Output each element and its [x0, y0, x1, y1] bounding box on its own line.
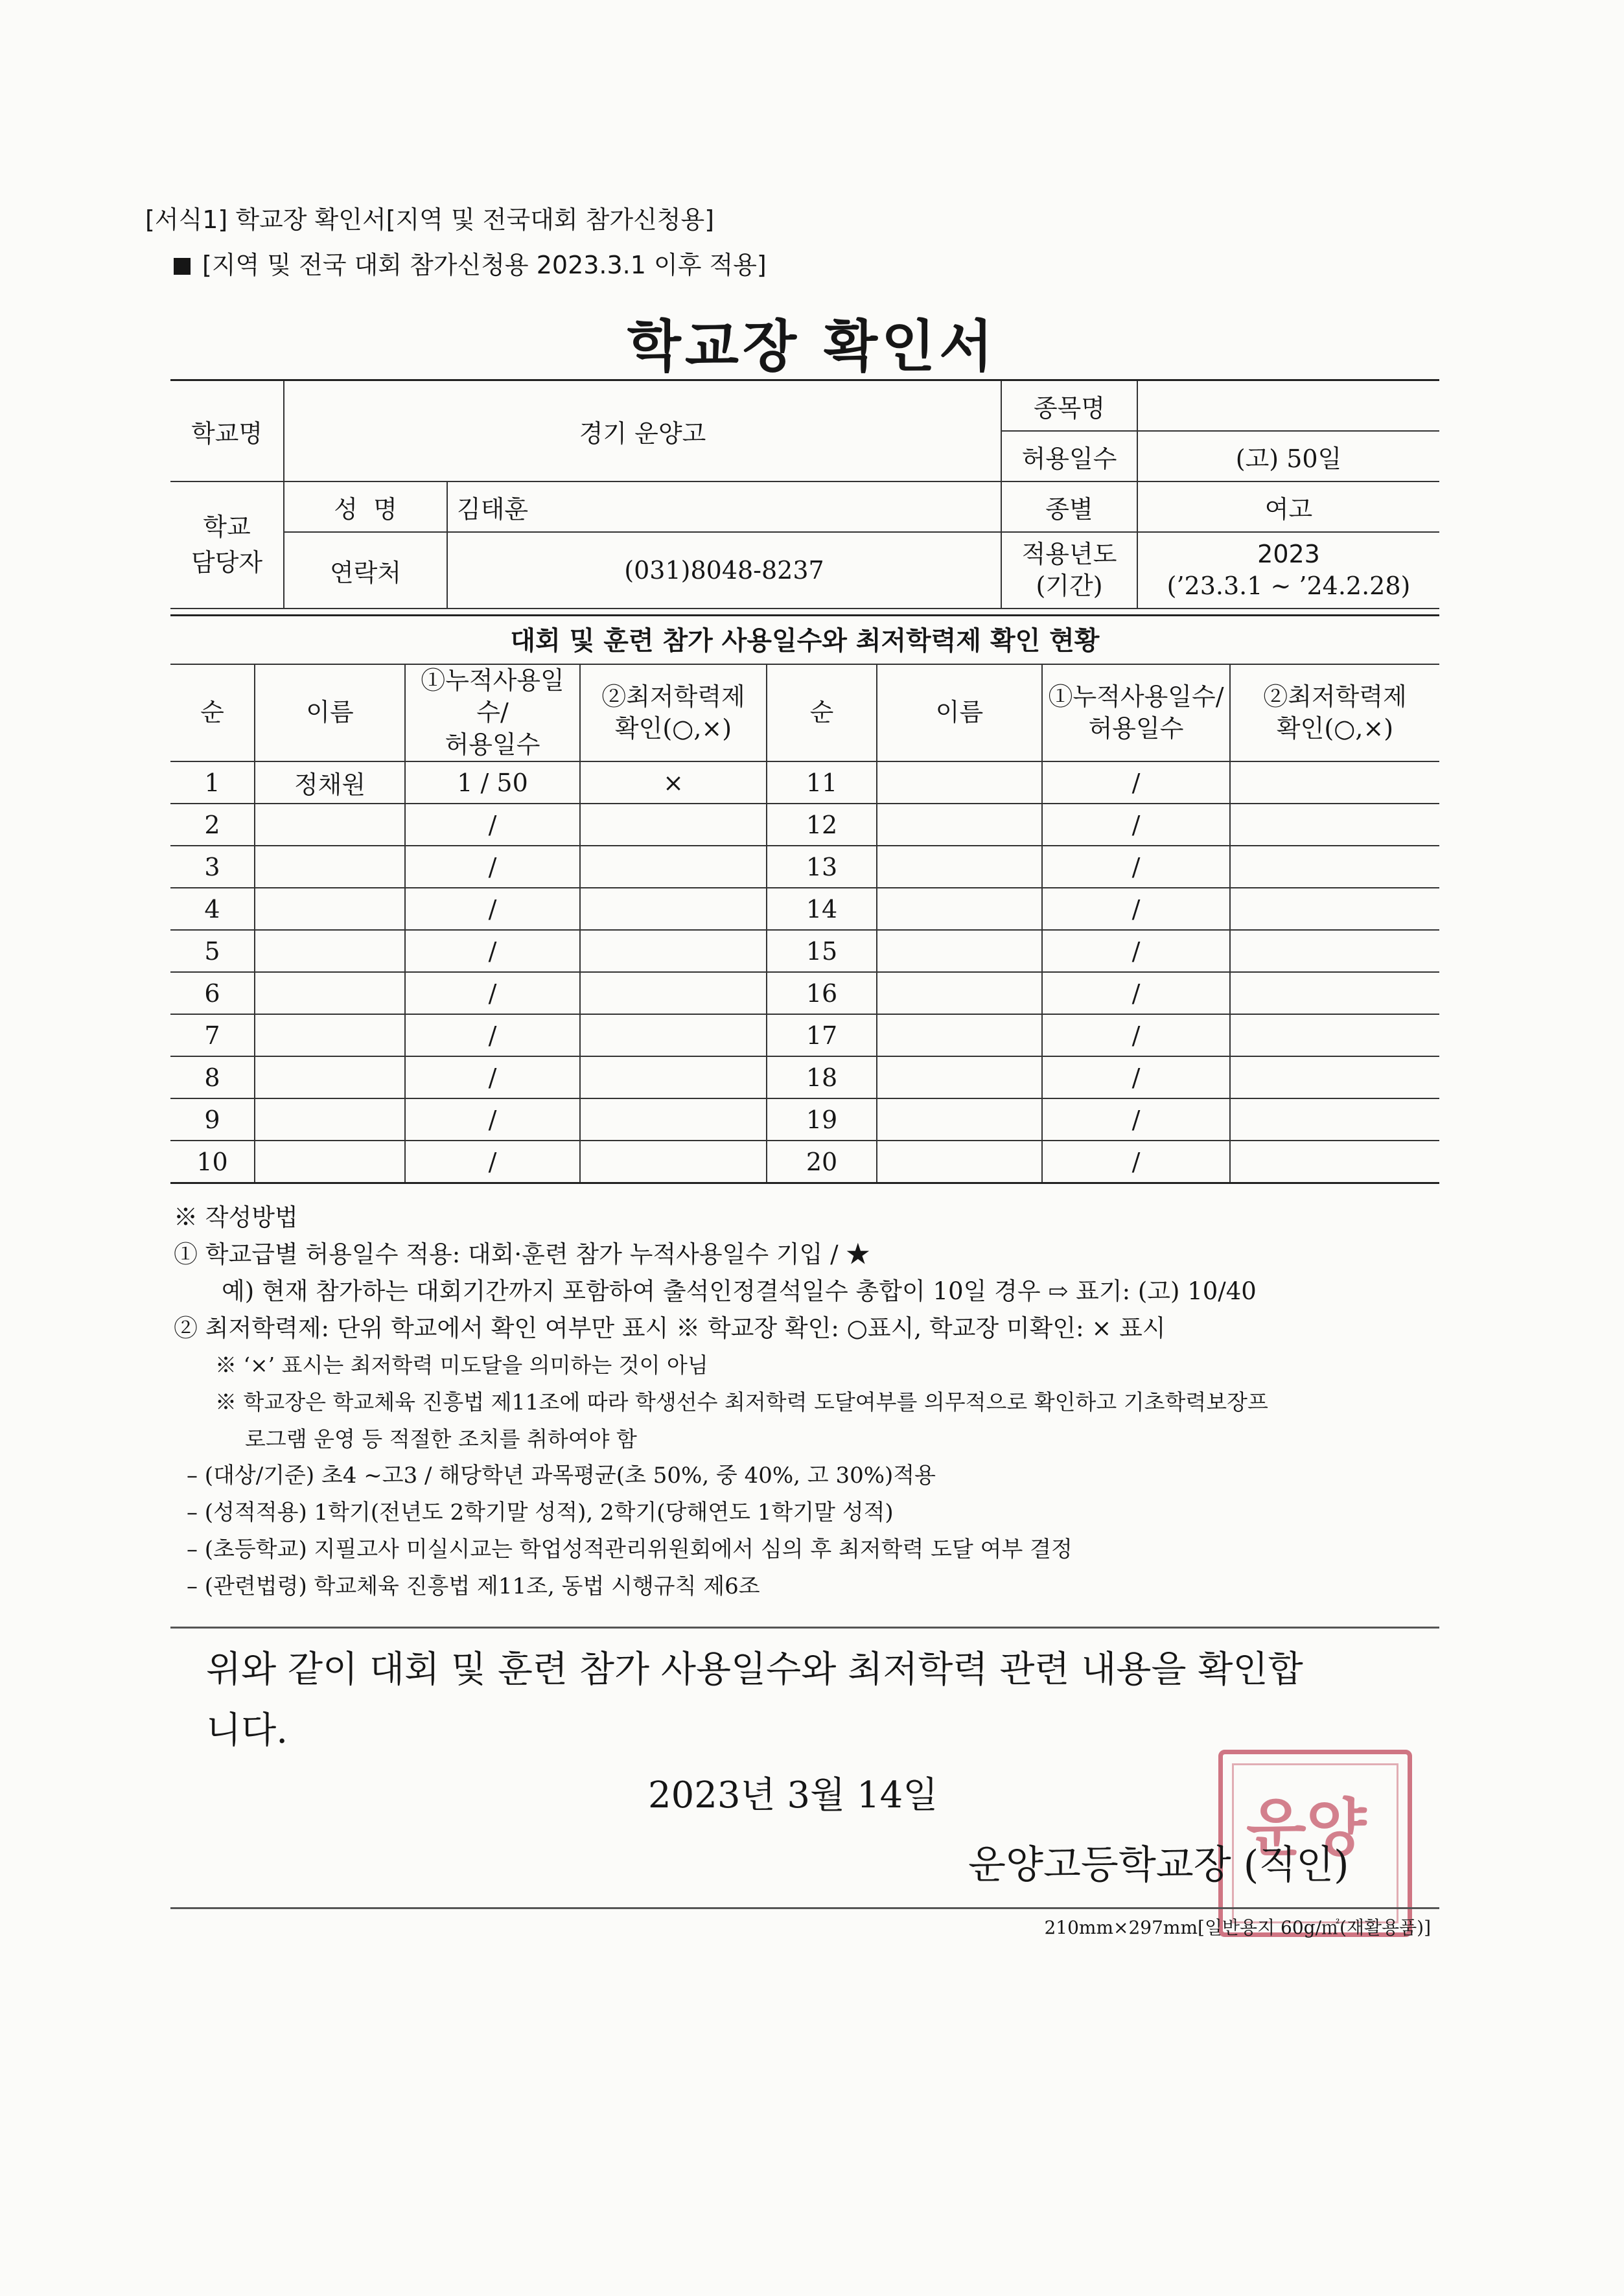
- row-days: /: [405, 1098, 580, 1141]
- row-name: [877, 1014, 1042, 1056]
- note-detail-3: – (초등학교) 지필고사 미실시교는 학업성적관리위원회에서 심의 후 최저학력 도달 여부 결정: [187, 1536, 1073, 1562]
- row-name: [877, 888, 1042, 930]
- row-no: 2: [170, 804, 255, 846]
- school-label: 학교명: [170, 380, 284, 482]
- manager-label: [170, 481, 284, 609]
- table-row: [170, 1056, 1439, 1098]
- col-name-right: 이름: [877, 664, 1042, 761]
- row-min: [580, 1056, 767, 1098]
- note-detail-2: – (성적적용) 1학기(전년도 2학기말 성적), 2학기(당해연도 1학기말 성적): [187, 1500, 894, 1525]
- row-days: /: [405, 1014, 580, 1056]
- row-no: 10: [170, 1141, 255, 1183]
- table-row: [170, 888, 1439, 930]
- table-row: [170, 846, 1439, 888]
- row-no: 3: [170, 846, 255, 888]
- name-label: 성 명: [284, 481, 447, 532]
- allowed-days-label: 허용일수: [1001, 431, 1137, 481]
- row-min: [580, 1098, 767, 1141]
- info-table: [170, 379, 1439, 609]
- row-days: /: [405, 1141, 580, 1183]
- table-row: [170, 1141, 1439, 1183]
- col-days-left: [405, 664, 580, 761]
- row-min: [1230, 930, 1439, 972]
- confirmation-top-rule: [170, 1627, 1439, 1629]
- row-name: [255, 1098, 405, 1141]
- row-name: [877, 1098, 1042, 1141]
- row-name: [255, 1056, 405, 1098]
- row-no: 7: [170, 1014, 255, 1056]
- row-name: [255, 1141, 405, 1183]
- col-days-right-line1: ①누적사용일수/: [1048, 682, 1224, 711]
- row-no: 15: [767, 930, 877, 972]
- row-name: 정채원: [255, 761, 405, 804]
- row-no: 6: [170, 972, 255, 1014]
- year-label-line2: (기간): [1036, 572, 1103, 600]
- row-no: 5: [170, 930, 255, 972]
- row-days: /: [1042, 1098, 1230, 1141]
- row-min: [580, 972, 767, 1014]
- table-row: [170, 930, 1439, 972]
- row-no: 12: [767, 804, 877, 846]
- row-days: /: [1042, 930, 1230, 972]
- note-2-b2: 로그램 운영 등 적절한 조치를 취하여야 함: [245, 1426, 637, 1452]
- form-label: [서식1] 학교장 확인서[지역 및 전국대회 참가신청용]: [145, 205, 715, 234]
- row-no: 13: [767, 846, 877, 888]
- note-1-example: 예) 현재 참가하는 대회기간까지 포함하여 출석인정결석일수 총합이 10일 경우 ⇨ 표기: (고) 10/40: [222, 1277, 1257, 1305]
- paper-spec-footer: 210mm×297mm[일반용지 60g/㎡(재활용품)]: [1044, 1917, 1431, 1938]
- signer-title: 운양고등학교장 (직인): [968, 1842, 1349, 1888]
- row-no: 8: [170, 1056, 255, 1098]
- col-min-left-line2: 확인(○,×): [614, 714, 732, 743]
- row-min: [1230, 1014, 1439, 1056]
- row-min: [580, 1141, 767, 1183]
- row-days: /: [1042, 888, 1230, 930]
- row-name: [877, 846, 1042, 888]
- confirmation-line2: 니다.: [206, 1710, 288, 1752]
- contact-label: 연락처: [284, 532, 447, 609]
- row-days: /: [1042, 846, 1230, 888]
- row-days: /: [1042, 804, 1230, 846]
- event-label: 종목명: [1001, 380, 1137, 432]
- row-name: [255, 972, 405, 1014]
- col-days-right: [1042, 664, 1230, 761]
- manager-label-line2: 담당자: [191, 548, 263, 577]
- row-name: [255, 1014, 405, 1056]
- note-2-b: ※ 학교장은 학교체육 진흥법 제11조에 따라 학생선수 최저학력 도달여부를 의무적으로 확인하고 기초학력보장프: [215, 1389, 1268, 1415]
- row-no: 9: [170, 1098, 255, 1141]
- row-min: [1230, 804, 1439, 846]
- col-days-left-line1: ①누적사용일수/: [421, 666, 564, 727]
- row-no: 19: [767, 1098, 877, 1141]
- row-name: [255, 846, 405, 888]
- seal-lettering: 운양: [1246, 1791, 1367, 1864]
- event-value: [1137, 380, 1439, 432]
- row-days: /: [1042, 1014, 1230, 1056]
- type-value: 여고: [1137, 481, 1439, 532]
- name-value: 김태훈: [447, 481, 1001, 532]
- col-min-right: [1230, 664, 1439, 761]
- table-row: [170, 1098, 1439, 1141]
- note-detail-1: – (대상/기준) 초4 ~고3 / 해당학년 과목평균(초 50%, 중 40%, 고 30%)적용: [187, 1463, 936, 1489]
- col-min-right-line2: 확인(○,×): [1276, 714, 1394, 743]
- school-value: 경기 운양고: [284, 380, 1001, 482]
- col-days-left-line2: 허용일수: [445, 730, 540, 759]
- applicability-line: [174, 245, 767, 281]
- row-no: 20: [767, 1141, 877, 1183]
- row-no: 14: [767, 888, 877, 930]
- row-min: [1230, 846, 1439, 888]
- issue-date: 2023년 3월 14일: [648, 1774, 938, 1816]
- row-no: 16: [767, 972, 877, 1014]
- row-min: [1230, 1098, 1439, 1141]
- year-value: [1137, 532, 1439, 609]
- table-row: [170, 1014, 1439, 1056]
- type-label: 종별: [1001, 481, 1137, 532]
- row-days: /: [405, 930, 580, 972]
- table-row: [170, 761, 1439, 804]
- row-days: /: [1042, 972, 1230, 1014]
- status-header-row: [170, 664, 1439, 761]
- document-title: 학교장 확인서: [627, 314, 997, 379]
- contact-value: (031)8048-8237: [447, 532, 1001, 609]
- row-days: /: [1042, 1141, 1230, 1183]
- row-days: /: [405, 888, 580, 930]
- row-min: [1230, 1056, 1439, 1098]
- row-days: /: [405, 804, 580, 846]
- col-no-right: 순: [767, 664, 877, 761]
- year-label-line1: 적용년도: [1021, 539, 1117, 568]
- row-name: [877, 930, 1042, 972]
- col-name-left: 이름: [255, 664, 405, 761]
- row-no: 11: [767, 761, 877, 804]
- row-name: [255, 804, 405, 846]
- row-name: [877, 972, 1042, 1014]
- row-no: 4: [170, 888, 255, 930]
- note-2-a: ※ ‘×’ 표시는 최저학력 미도달을 의미하는 것이 아님: [215, 1352, 708, 1378]
- row-name: [255, 888, 405, 930]
- notes-section: [174, 1199, 1470, 1605]
- allowed-days-value: (고) 50일: [1137, 431, 1439, 481]
- row-days: /: [1042, 1056, 1230, 1098]
- col-no-left: 순: [170, 664, 255, 761]
- row-min: [580, 930, 767, 972]
- col-days-right-line2: 허용일수: [1088, 714, 1184, 743]
- row-days: /: [1042, 761, 1230, 804]
- row-min: [1230, 972, 1439, 1014]
- footer-rule: [170, 1907, 1439, 1909]
- status-section-title: 대회 및 훈련 참가 사용일수와 최저학력제 확인 현황: [170, 614, 1439, 666]
- year-value-period: (’23.3.1 ~ ’24.2.28): [1166, 572, 1411, 600]
- col-min-left-line1: ②최저학력제: [601, 682, 745, 711]
- row-min: [580, 1014, 767, 1056]
- confirmation-line1: 위와 같이 대회 및 훈련 참가 사용일수와 최저학력 관련 내용을 확인합: [206, 1649, 1303, 1691]
- notes-heading: ※ 작성방법: [174, 1203, 298, 1231]
- confirmation-text: [206, 1640, 1437, 1761]
- manager-label-line1: 학교: [203, 512, 251, 541]
- row-days: /: [405, 846, 580, 888]
- year-label: [1001, 532, 1137, 609]
- row-days: /: [405, 972, 580, 1014]
- row-min: [580, 846, 767, 888]
- row-name: [877, 804, 1042, 846]
- row-days: /: [405, 1056, 580, 1098]
- applicability-text: [지역 및 전국 대회 참가신청용 2023.3.1 이후 적용]: [202, 251, 767, 279]
- row-days: 1 / 50: [405, 761, 580, 804]
- row-name: [877, 1056, 1042, 1098]
- table-row: [170, 804, 1439, 846]
- row-name: [877, 1141, 1042, 1183]
- row-no: 17: [767, 1014, 877, 1056]
- row-min: [580, 804, 767, 846]
- note-1: ① 학교급별 허용일수 적용: 대회·훈련 참가 누적사용일수 기입 / ★: [174, 1240, 870, 1268]
- row-name: [877, 761, 1042, 804]
- row-min: [580, 888, 767, 930]
- note-detail-4: – (관련법령) 학교체육 진흥법 제11조, 동법 시행규칙 제6조: [187, 1573, 760, 1599]
- status-table: [170, 664, 1439, 1184]
- table-row: [170, 972, 1439, 1014]
- row-no: 18: [767, 1056, 877, 1098]
- row-min: ×: [580, 761, 767, 804]
- row-min: [1230, 888, 1439, 930]
- row-no: 1: [170, 761, 255, 804]
- square-bullet-icon: [174, 258, 191, 275]
- col-min-right-line1: ②최저학력제: [1263, 682, 1407, 711]
- row-min: [1230, 761, 1439, 804]
- year-value-year: 2023: [1257, 539, 1320, 568]
- note-2: ② 최저학력제: 단위 학교에서 확인 여부만 표시 ※ 학교장 확인: ○표시, 학교장 미확인: × 표시: [174, 1314, 1166, 1342]
- row-name: [255, 930, 405, 972]
- col-min-left: [580, 664, 767, 761]
- row-min: [1230, 1141, 1439, 1183]
